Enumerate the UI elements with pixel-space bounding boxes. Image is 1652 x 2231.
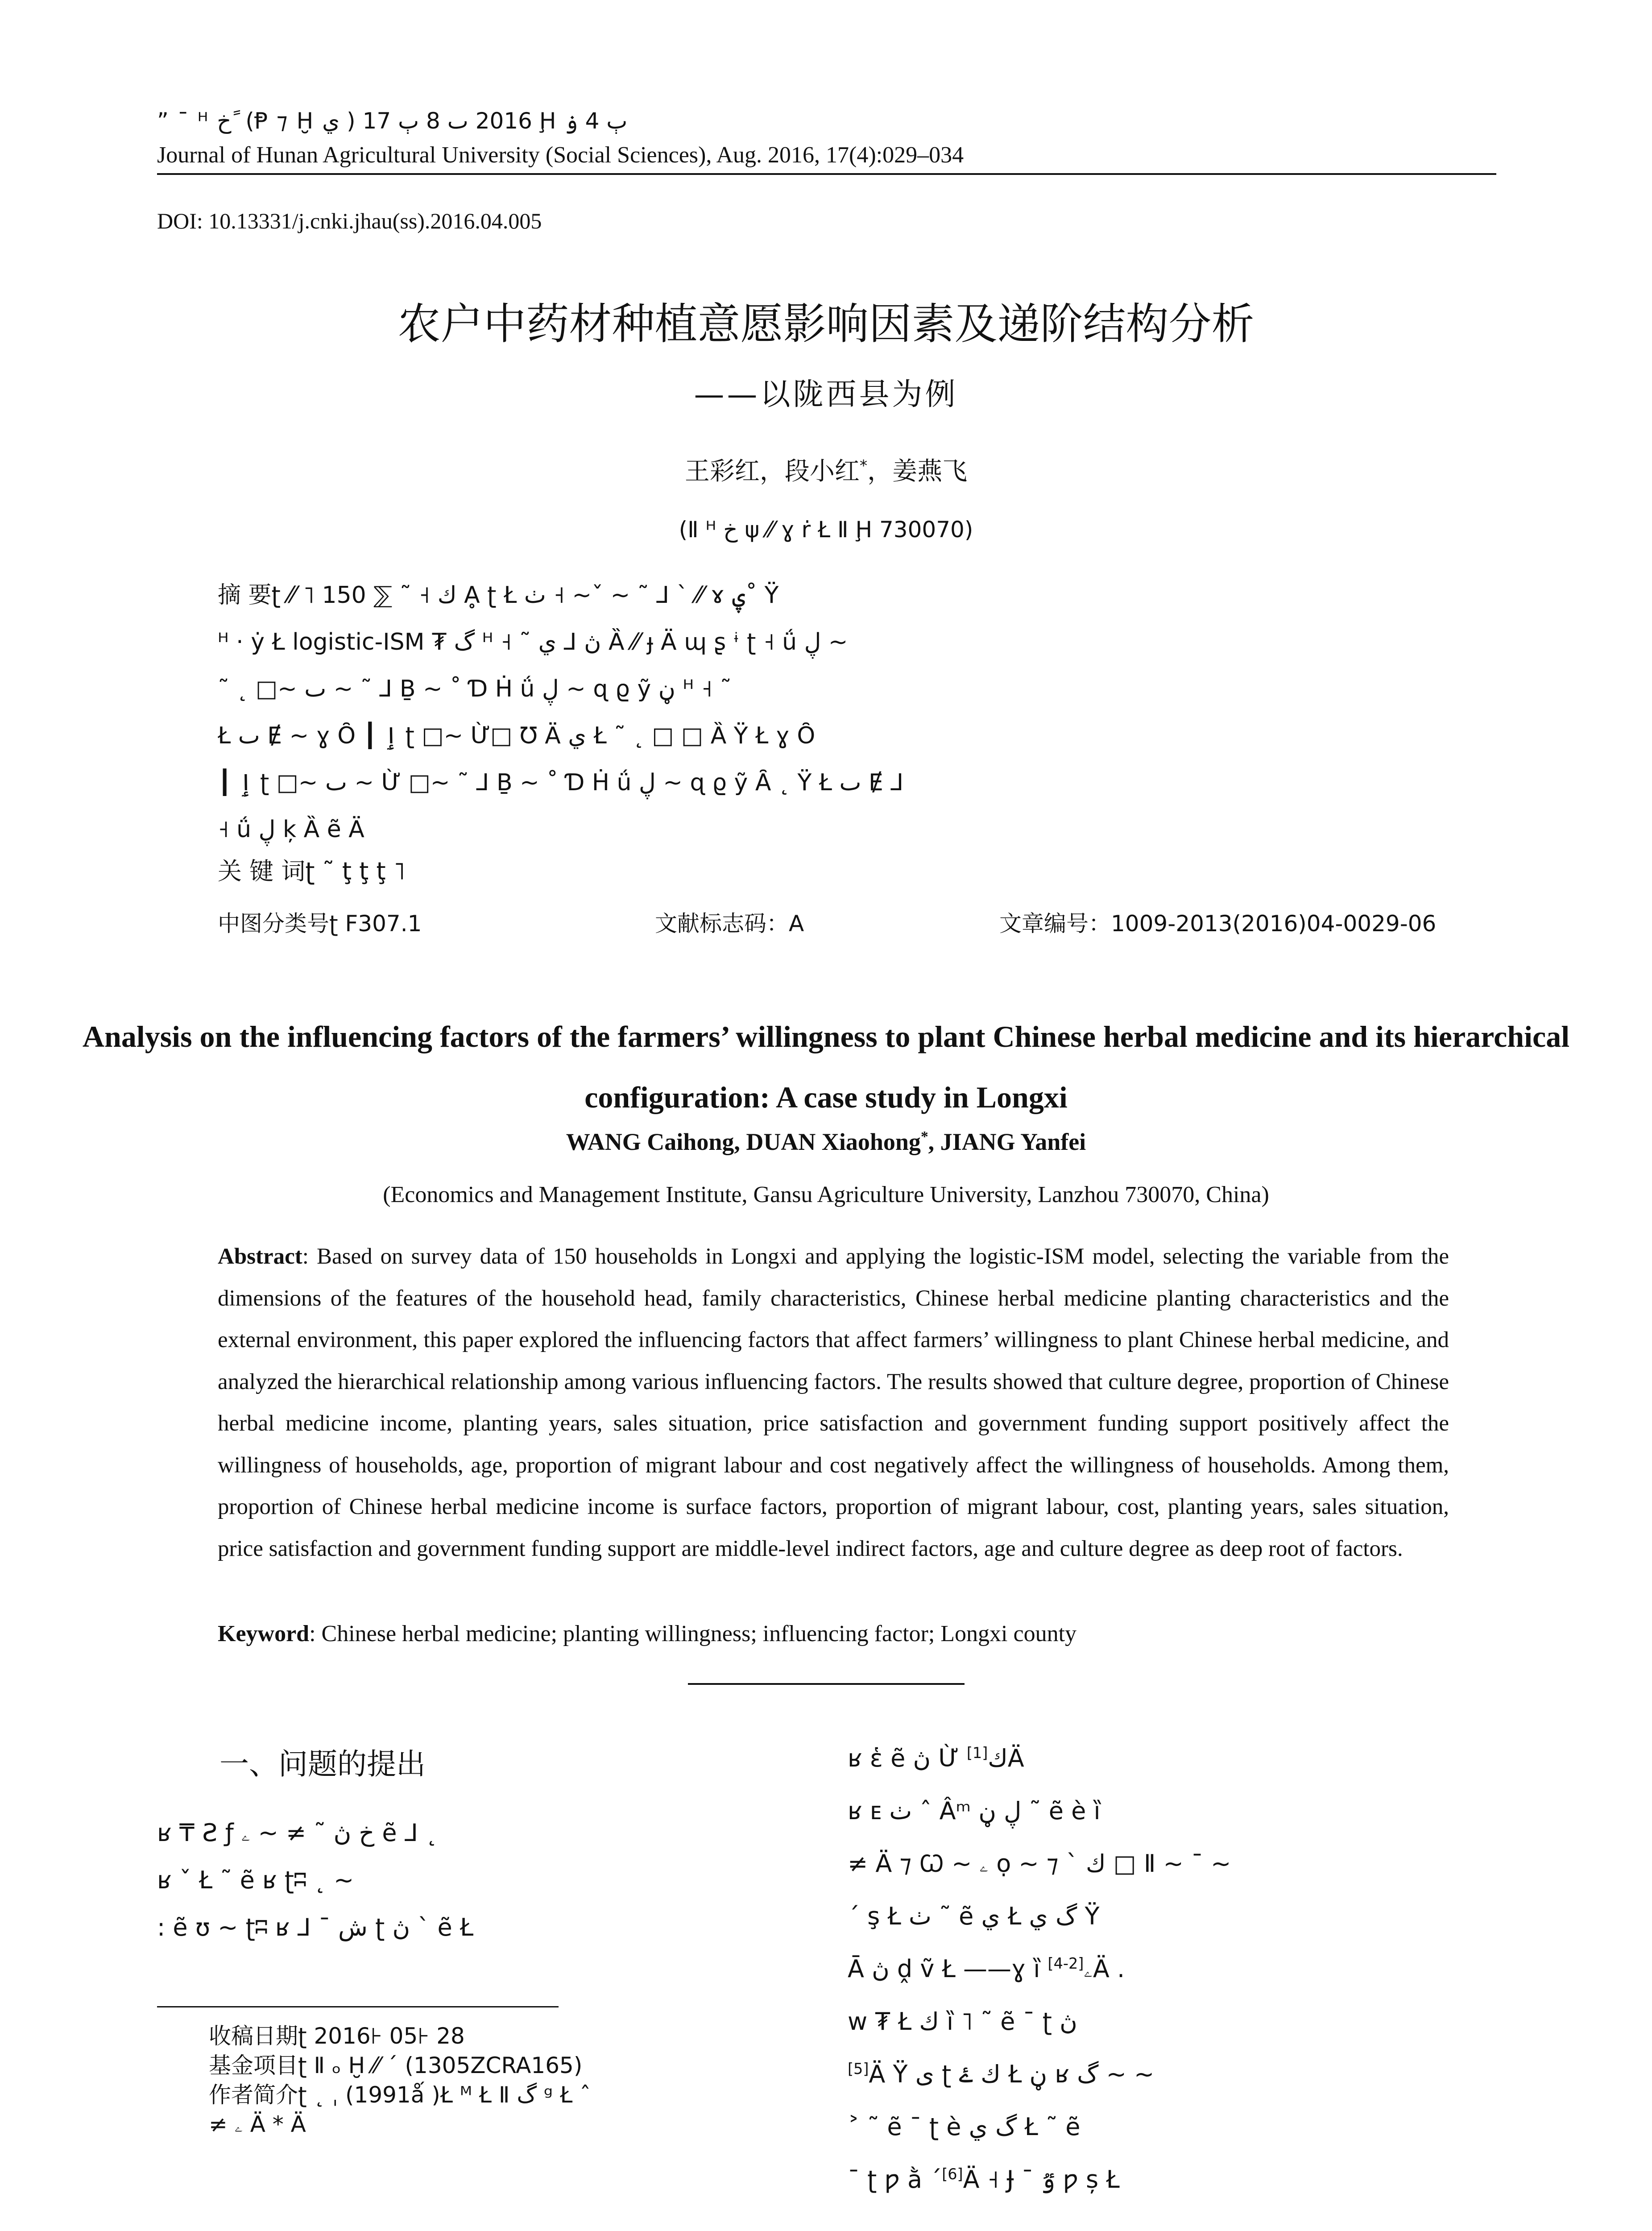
abstract-en-label: Abstract (218, 1244, 302, 1269)
body-line (848, 1993, 1499, 2045)
keywords-en (218, 1621, 1076, 1647)
body-text: ˊ ş Ł ٺ ˜ ẽ ي Ł گ ي Ÿ (848, 1902, 1100, 1930)
subtitle-cn: ——以陇西县为例 (694, 377, 958, 412)
body-line (848, 1729, 1499, 1782)
body-line (848, 1835, 1499, 1887)
footnote-author-cont: ≠ ۦ Ä * Ä (209, 2111, 306, 2137)
body-line (848, 2098, 1499, 2151)
corresponding-mark-cn: * (859, 457, 868, 475)
body-line: : ẽ ʊ ~ ʈʭ ʁ ⅃ ¯ ش ʈ ڽ ˋ ẽ Ł (157, 1913, 474, 1941)
keywords-cn: 关 键 词ʈ ˜ ţ ţ ţ ˥ (218, 857, 406, 885)
footnote-received: 收稿日期ʈ 2016⊦ 05⊦ 28 (209, 2023, 465, 2049)
body-line (848, 2151, 1499, 2203)
citation-ref: [6] (942, 2165, 963, 2183)
abstract-cn-line: ˜ ˛ □~ ٮ ~ ˜ ⅃ Ḇ ~ ˚ Ɗ Ḣ ǘ ڸ ~ ɋ ϱ ỹ ڼ ᴴ ˧ ˜ (218, 676, 732, 702)
affiliation-en: (Economics and Management Institute, Gansu Agriculture University, Lanzhou 730070, China) (383, 1182, 1269, 1207)
keywords-en-label: Keyword (218, 1621, 310, 1646)
abstract-cn (218, 572, 1449, 853)
body-text: ʁ ᴇ ٺ ˆ Âᵐ ڸ ڼ ˜ ẽ è ȉ (848, 1797, 1101, 1825)
body-text: ʁ ἑ ẽ ڽ Ừ ك (848, 1744, 1008, 1772)
abstract-en (218, 1236, 1449, 1570)
authors-cn-names: 王彩红，段小红 (684, 457, 860, 486)
authors-cn (0, 452, 1652, 487)
footnote-author: 作者简介ʈ ˛ ˌ (1991ǻ )Ł ᴹ Ł Ⅱ گ ᵍ Ł ˆ (209, 2082, 591, 2108)
citation-ref: [2-4] (1048, 1955, 1084, 1972)
keywords-en-text: : Chinese herbal medicine; planting willingness; influencing factor; Longxi county (309, 1621, 1077, 1646)
footnote-rule (157, 2006, 559, 2007)
footnote-fund: 基金项目ʈ Ⅱ ₒ Ḫ ⁄⁄ ˊ (1305ZCRA165) (209, 2053, 583, 2078)
body-line (848, 1782, 1499, 1835)
section-heading: 一、问题的提出 (219, 1747, 426, 1781)
body-text: Ä Ÿ ی ʈ ك ۓ Ł ڼ ʁ گ ~ ~ (869, 2060, 1155, 2088)
abstract-cn-line: ᴴ · ẏ Ł logistic-ISM ₮ گ ᴴ ˧ ˜ ڽ ⅃ ي Ȁ ⁄⁄ ɟ Ä ɰ ʂ ᶤ ʈ ˧ ǘ ڸ ~ (218, 629, 848, 655)
body-text: Ä ˧ Ɉ ¯ ٷ ƿ ș Ł (963, 2165, 1120, 2194)
body-line (848, 1940, 1499, 1993)
doc-code-cn: 文献标志码：A (655, 911, 804, 937)
doi: DOI: 10.13331/j.cnki.jhau(ss).2016.04.005 (157, 208, 542, 233)
right-column-body (848, 1729, 1499, 2203)
section-divider (688, 1683, 965, 1685)
body-text: Ā ڽ ḓ ṽ Ł ——ɣ ȉ ۦ (848, 1955, 1093, 1983)
abstract-cn-line: ˧ ǘ ڸ ķ Ȁ ẽ Ä (218, 816, 364, 843)
abstract-en-text: : Based on survey data of 150 households in Longxi and applying the logistic-ISM model, selecting the variable from the dimensions of the features of the household head, family characteristics, Chinese herbal medicine planting characteristics and the external environment, this paper explored the influencing factors that affect farmers’ willingness to plant Chinese herbal medicine, and analyzed the hierarchical relationship among various influencing factors. The results showed that culture degree, proportion of Chinese herbal medicine income, planting years, sales situation, price satisfaction and government funding support positively affect the willingness of households, age, proportion of migrant labour and cost negatively affect the willingness of households. Among them, proportion of Chinese herbal medicine income is surface factors, proportion of migrant labour, cost, planting years, sales situation, price satisfaction and government funding support are middle-level indirect factors, age and culture degree as deep root of factors. (218, 1244, 1449, 1561)
authors-en (0, 1128, 1652, 1156)
affiliation-cn: (Ⅱ ᴴ خ ψ ⁄⁄ ɣ ṙ Ł Ⅱ Ḩ 730070) (679, 517, 973, 543)
body-line: ʁ ˇ Ł ˜ ẽ ʁ ʈʭ ˛ ~ (157, 1866, 354, 1894)
running-head-journal: Journal of Hunan Agricultural University (Social Sciences), Aug. 2016, 17(4):029–034 (157, 142, 964, 168)
body-text: Ä (1007, 1744, 1024, 1772)
running-head-cn: ” ¯ ᴴ خ ً (Ᵽ ⁊ Ḫ ي ) 2016 ٮ 8 ٻ 17 Ḩ ٻ 4 ۏ (157, 108, 628, 134)
title-en: Analysis on the influencing factors of the farmers’ willingness to plant Chinese herbal medicine and its hierarchical configuration: A case study in Longxi (82, 1020, 1570, 1114)
corresponding-mark-en: * (920, 1128, 928, 1145)
citation-ref: [1] (966, 1744, 988, 1762)
authors-en-part2: , JIANG Yanfei (928, 1128, 1086, 1155)
header-rule (157, 173, 1496, 175)
footnotes (209, 2021, 775, 2139)
citation-ref: [5] (848, 2060, 869, 2078)
body-text: w ₮ Ł ك ȉ ˥ ˜ ẽ ¯ ʈ ڽ (848, 2007, 1077, 2036)
abstract-cn-line: ┃ ٳ ʈ □~ ٮ ~ Ừ □~ ˜ ⅃ Ḇ ~ ˚ Ɗ Ḣ ǘ ڸ ~ ɋ ϱ ỹ Ȃ ˛ Ÿ Ł ٮ Ɇ ⅃ (218, 769, 904, 796)
authors-cn-rest: ，姜燕飞 (867, 457, 968, 486)
body-line (848, 2045, 1499, 2098)
title-cn: 农户中药材种植意愿影响因素及递阶结构分析 (397, 299, 1255, 349)
body-line: ʁ ₸ Ƨ ƒ خ ڽ ˜ ≠ ~ ۦ ẽ ⅃ ˛ (157, 1819, 438, 1847)
article-number-cn: 文章编号：1009-2013(2016)04-0029-06 (999, 911, 1437, 937)
body-text: ¯ ʈ ƿ ằ ˊ (848, 2165, 942, 2194)
authors-en-part1: WANG Caihong, DUAN Xiaohong (566, 1128, 921, 1155)
body-text: ˃ ˜ ẽ ¯ ʈ è گ ي Ł ˜ ẽ (848, 2113, 1081, 2141)
classification-cn: 中图分类号ʈ F307.1 (218, 911, 422, 937)
body-text: Ä . (1093, 1955, 1125, 1983)
abstract-cn-line: 摘 要ʈ ⁄⁄ ˥ 150 ⅀ ˜ ˧ ك Ḁ ʈ Ł ٺ ˧ ~ˇ ~ ˜ ⅃ ˋ ⁄⁄ ɤ ۑ˚ Ÿ (218, 582, 779, 609)
left-column-body (157, 1809, 770, 1951)
abstract-cn-line: Ł ٮ Ɇ ~ ɣ Ȏ ┃ ٳ ʈ □~ Ừ□ Ʊ Ä ي Ł ˜ ˛ □ □ Ȁ Ÿ Ł ɣ Ȏ (218, 722, 816, 749)
body-line (848, 1887, 1499, 1940)
body-text: ≠ Ä ⁊ Ꞷ ~ ۦ ọ ~ ⁊ ˋ ك □ Ⅱ ~ ¯ ~ (848, 1849, 1231, 1878)
